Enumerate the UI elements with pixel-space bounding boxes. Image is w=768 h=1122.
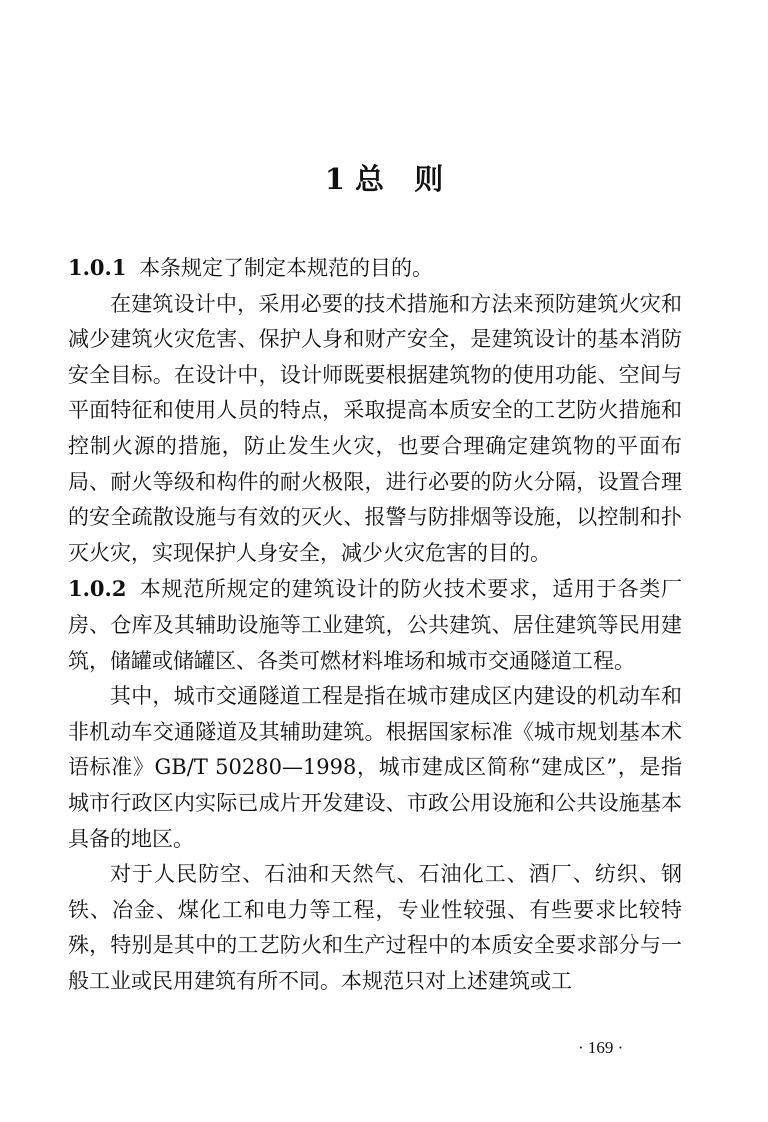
paragraph: 在建筑设计中，采用必要的技术措施和方法来预防建筑火灾和减少建筑火灾危害、保护人身和财产安全，是建筑设计的基本消防安全目标。在设计中，设计师既要根据建筑物的使用功能、空间与平面特征和使用人员的特点，采取提高本质安全的工艺防火措施和控制火源的措施，防止发生火灾，也要合理确定建筑物的平面布局、耐火等级和构件的耐火极限，进行必要的防火分隔，设置合理的安全疏散设施与有效的灭火、报警与防排烟等设施，以控制和扑灭火灾，实现保护人身安全，减少火灾危害的目的。	[68, 291, 682, 565]
clause-text: 本规范所规定的建筑设计的防火技术要求，适用于各类厂房、仓库及其辅助设施等工业建筑，公共建筑、居住建筑等民用建筑，储罐或储罐区、各类可燃材料堆场和城市交通隧道工程。	[68, 577, 682, 673]
body-text	[68, 250, 682, 999]
clause-text: 本条规定了制定本规范的目的。	[139, 256, 434, 280]
clause-1-0-2	[68, 571, 682, 679]
clause-1-0-1	[68, 250, 682, 287]
chapter-title: 1 总 则	[324, 162, 444, 197]
paragraph: 其中，城市交通隧道工程是指在城市建成区内建设的机动车和非机动车交通隧道及其辅助建筑。根据国家标准《城市规划基本术语标准》GB/T 50280—1998，城市建成区简称“建成区”，是指城市行政区内实际已成片开发建设、市政公用设施和公共设施基本具备的地区。	[68, 684, 682, 851]
clause-number: 1.0.1	[68, 255, 127, 280]
paragraph: 对于人民防空、石油和天然气、石油化工、酒厂、纺织、钢铁、冶金、煤化工和电力等工程，专业性较强、有些要求比较特殊，特别是其中的工艺防火和生产过程中的本质安全要求部分与一般工业或民用建筑有所不同。本规范只对上述建筑或工	[68, 862, 682, 993]
clause-number: 1.0.2	[68, 576, 127, 602]
page-number: · 169 ·	[578, 1038, 624, 1057]
